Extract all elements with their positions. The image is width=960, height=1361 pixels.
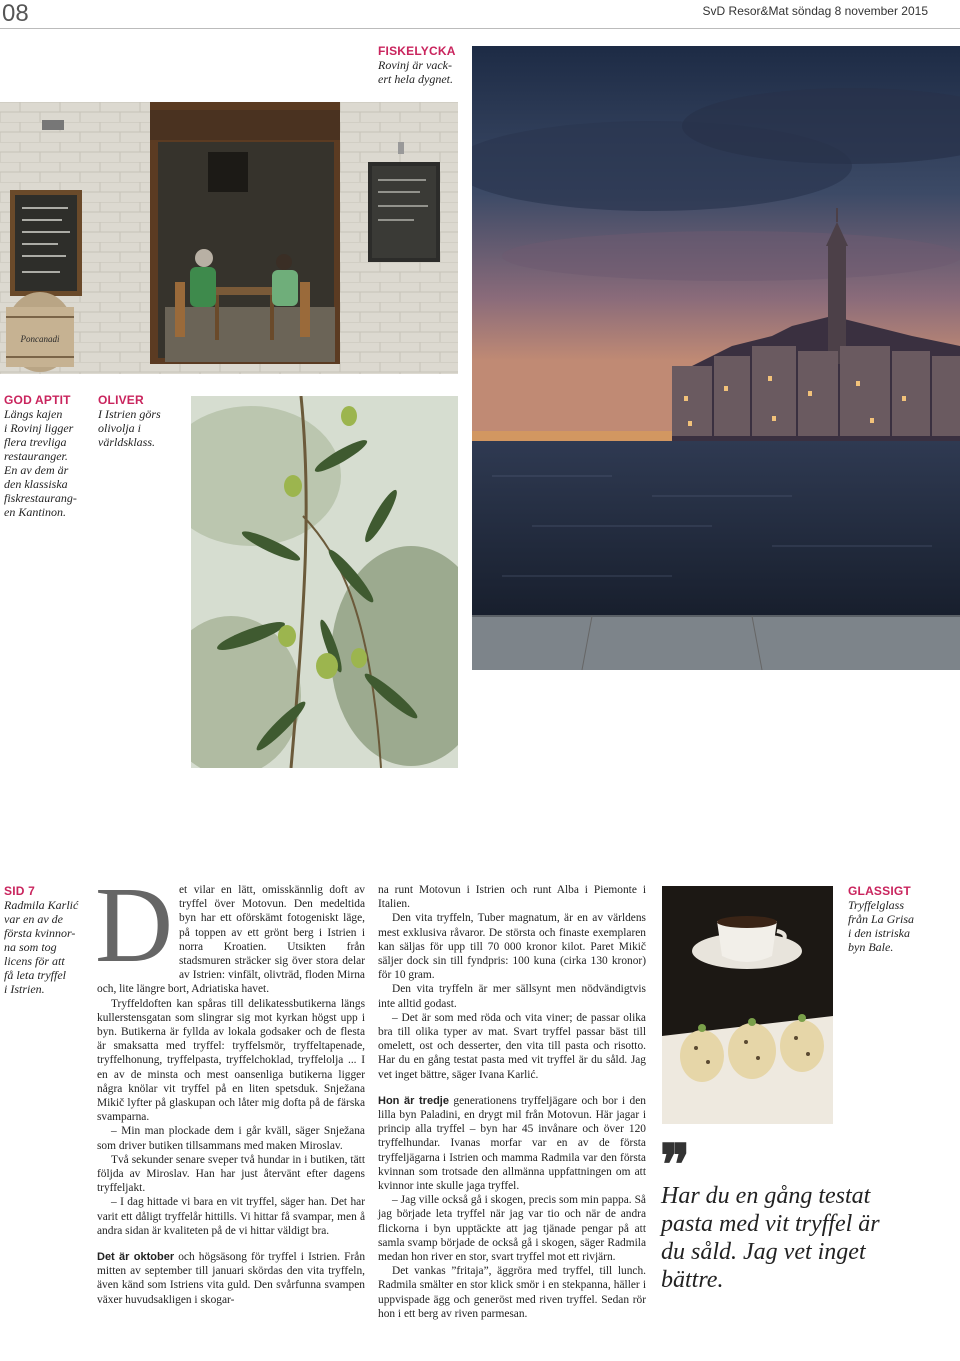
caption-text: Rovinj är vack- ert hela dygnet. bbox=[378, 58, 453, 86]
article-paragraph: Den vita tryffeln är mer sällsynt men nödvändigtvis inte alltid godast. bbox=[378, 983, 646, 1010]
article-paragraph: et vilar en lätt, omisskännlig doft av tryffel över Motovun. Den medeltida byn har ett oförskämt fotogeniskt läge, på toppen av ett grönt berg i Istrien i norra Kroatien. Utsikten från stadsmuren sträcker sig över stora delar av Istrien: vinfält, olivträd, floden Mirna och, lite längre bort, Adriatiska havet. bbox=[97, 884, 365, 996]
article-paragraph: – Det är som med röda och vita viner; de passar olika bra till olika typer av mat. Svart tryffel passar bäst till omelett, ost och desserter, den vita till pasta och risotto. Har du en gång testat pasta med vit tryffel är du såld. Jag vet inget bättre, säger Ivana Karlić. bbox=[378, 1011, 646, 1081]
article-paragraph: Tryffeldoften kan spåras till delikatessbutikerna längs kullerstensgatan som slingrar sig mot kyrkan högst upp i byn. Butikerna är fyllda av lokala godsaker och de flesta är smaksatta med tryffel: tryffelsmör, tryffeltapenade, tryffelhonung, tryffelpasta, tryffelchoklad, tryffelolja ... I en av de minsta och mest oansenliga butikerna ligger några knölar vit tryffel på en liten spetsduk. Snježana Mikič lyfter på glaskupan och låter mig dofta på de färska svamparna. bbox=[97, 997, 365, 1124]
photo-rovinj-harbor bbox=[472, 46, 960, 670]
photo-olive-branch bbox=[191, 396, 458, 768]
page-number: 08 bbox=[2, 0, 29, 27]
caption-text: Radmila Karlić var en av de första kvinnor- na som tog licens för att få leta tryffel i Istrien. bbox=[4, 898, 79, 996]
caption-kicker: OLIVER bbox=[98, 393, 144, 407]
quote-mark-icon: ❞ bbox=[660, 1135, 691, 1197]
article-paragraph: Det vankas ”fritaja”, äggröra med tryffel, till lunch. Radmila smälter en stor klick smör i en stekpanna, häller i uppvispade ägg och generöst med riven tryffel. Sedan rör hon i ett berg av riven parmesan. bbox=[378, 1265, 646, 1320]
caption-glassigt bbox=[848, 884, 948, 954]
article-paragraph-lead bbox=[378, 1094, 646, 1193]
photo-truffle-icecream bbox=[662, 886, 833, 1124]
lead-body: generationens tryffeljägare och bor i den lilla byn Paladini, en drygt mil från Motovun. Här jagar i princip alla tryffel – byn har 45 invånare och över 120 tryffelhundar. Ivanas morfar var en av de första tryffeljägarna i Istrien och mamma Radmila var den första kvinnan som trotsade den allmänna uppfattningen om att kvinnor inte skulle jaga tryffel. bbox=[378, 1094, 646, 1193]
lead-in: Hon är tredje bbox=[378, 1094, 449, 1107]
article-paragraph: Två sekunder senare sveper två hundar in i butiken, tätt följda av Miroslav. Han har just återvänt efter dagens tryffeljakt. bbox=[97, 1153, 365, 1195]
caption-kicker: FISKELYCKA bbox=[378, 44, 456, 58]
article-paragraph: Den vita tryffeln, Tuber magnatum, är en av världens mest exklusiva råvaror. De största och finaste exemplaren kan säljas för upp till 70 000 kronor kilot. Paret Mikič säljer dock sin till fyndpris: 100 kuna (cirka 130 kronor) för 10 gram. bbox=[378, 912, 646, 982]
harbor-illustration bbox=[472, 46, 960, 670]
drop-cap: D bbox=[95, 866, 173, 985]
article-column-1 bbox=[95, 866, 366, 1307]
article-paragraph-lead bbox=[97, 1250, 365, 1307]
caption-text: Längs kajen i Rovinj ligger flera trevliga restauranger. En av dem är den klassiska fiskrestaurang- en Kantinon. bbox=[4, 407, 77, 519]
caption-kicker: GLASSIGT bbox=[848, 884, 911, 898]
caption-text: I Istrien görs olivolja i världsklass. bbox=[98, 407, 161, 449]
restaurant-illustration bbox=[0, 102, 458, 374]
barrel-sign: Poncanadi bbox=[20, 334, 60, 344]
caption-sid7 bbox=[4, 884, 92, 996]
caption-text: Tryffelglass från La Grisa i den istriska byn Bale. bbox=[848, 898, 915, 954]
article-paragraph: – Jag ville också gå i skogen, precis som min pappa. Så jag började leta tryffel när jag var tio och när de andra flickorna i byn upptäckte att jag tjänade pengar på att samla svamp började de också gå i skogen, säger Radmila medan hon river en stor, svart tryffel mot ett rivjärn. bbox=[378, 1194, 646, 1264]
lead-in: Det är oktober bbox=[97, 1251, 175, 1264]
pull-quote: Har du en gång testat pasta med vit tryffel är du såld. Jag vet inget bättre. bbox=[661, 1183, 880, 1293]
article-column-2 bbox=[378, 883, 646, 1321]
caption-kicker: SID 7 bbox=[4, 884, 36, 898]
photo-restaurant bbox=[0, 102, 458, 374]
header-rule bbox=[0, 28, 960, 29]
lead-body: och högsäsong för tryffel i Istrien. Från mitten av september till januari skördas den vita tryffeln, även känd som Istriens vita guld. Den svårfunna svampen växer huvudsakligen i skogar- bbox=[97, 1251, 366, 1306]
article-paragraph: na runt Motovun i Istrien och runt Alba i Piemonte i Italien. bbox=[378, 884, 646, 911]
article-paragraph: – Min man plockade dem i går kväll, säger Snježana som driver butiken tillsammans med maken Miroslav. bbox=[97, 1125, 365, 1152]
caption-fiskelycka bbox=[378, 44, 468, 86]
caption-kicker: GOD APTIT bbox=[4, 393, 71, 407]
publication-line: SvD Resor&Mat söndag 8 november 2015 bbox=[702, 4, 928, 18]
caption-god-aptit bbox=[4, 393, 92, 519]
truffle-illustration bbox=[662, 886, 833, 1124]
olive-illustration bbox=[191, 396, 458, 768]
caption-oliver bbox=[98, 393, 184, 449]
article-paragraph: – I dag hittade vi bara en vit tryffel, säger han. Det har varit ett dåligt tryffelår hittills. Vi hittar få svampar, men å andra sidan är kvaliteten på de vi hittar väldigt bra. bbox=[97, 1196, 365, 1237]
